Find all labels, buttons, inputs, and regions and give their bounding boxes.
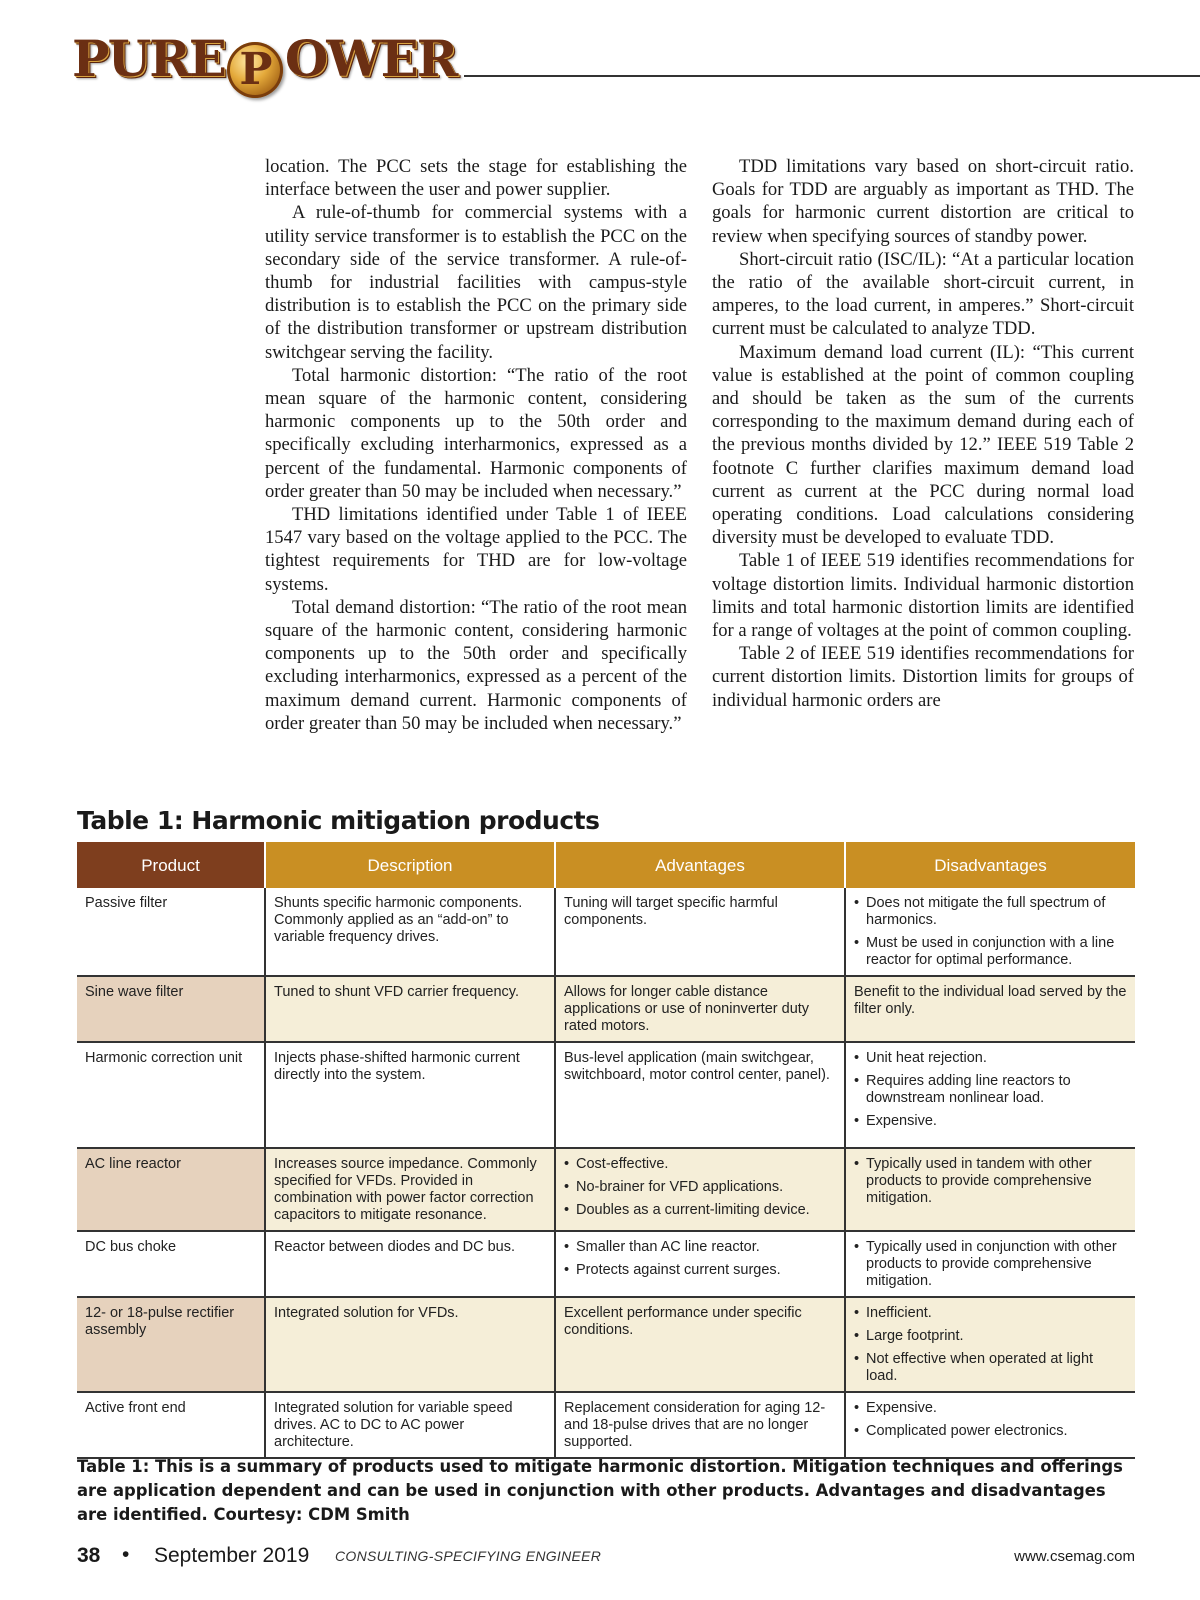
disadvantages-cell (845, 1231, 1135, 1297)
table-row (77, 1392, 1135, 1458)
list-item: • Requires adding line reactors to downstream nonlinear load. (854, 1073, 1127, 1107)
list-item: • Smaller than AC line reactor. (564, 1239, 836, 1256)
product-cell: Active front end (77, 1392, 265, 1458)
paragraph: Short-circuit ratio (ISC/IL): “At a particular location the ratio of the available short-circuit current, in amperes, to the load current, in amperes.” Short-circuit current must be calculated to analyze TDD. (712, 248, 1134, 340)
list-item: • Must be used in conjunction with a line reactor for optimal performance. (854, 935, 1127, 969)
paragraph: Table 1 of IEEE 519 identifies recommendations for voltage distortion limits. Individual harmonic distortion limits and total harmonic distortion limits are identified for a range of voltages at the point of common coupling. (712, 550, 1134, 642)
footer-separator: • (122, 1543, 130, 1566)
description-cell: Integrated solution for variable speed drives. AC to DC to AC power architecture. (265, 1392, 555, 1458)
magazine-name: CONSULTING-SPECIFYING ENGINEER (335, 1548, 602, 1564)
table-row (77, 888, 1135, 976)
product-cell: Harmonic correction unit (77, 1042, 265, 1148)
advantages-cell (555, 1148, 845, 1231)
description-cell: Increases source impedance. Commonly specified for VFDs. Provided in combination with power factor correction capacitors to mitigate resonance. (265, 1148, 555, 1231)
column-header-description: Description (265, 842, 555, 888)
disadvantages-cell (845, 1392, 1135, 1458)
disadvantages-cell (845, 1148, 1135, 1231)
page-footer (77, 1544, 1135, 1572)
description-cell: Tuned to shunt VFD carrier frequency. (265, 976, 555, 1042)
table-row (77, 1297, 1135, 1392)
advantages-cell-text: Bus-level application (main switchgear, switchboard, motor control center, panel). (564, 1050, 830, 1083)
description-cell: Shunts specific harmonic components. Commonly applied as an “add-on” to variable frequency drives. (265, 888, 555, 976)
paragraph: location. The PCC sets the stage for establishing the interface between the user and power supplier. (265, 156, 687, 201)
list-item: • Not effective when operated at light load. (854, 1351, 1127, 1385)
paragraph: Table 2 of IEEE 519 identifies recommendations for current distortion limits. Distortion limits for groups of individual harmonic orders are (712, 643, 1134, 711)
header-rule (464, 75, 1200, 77)
disadvantages-cell (845, 888, 1135, 976)
advantages-cell-text: Excellent performance under specific conditions. (564, 1305, 802, 1338)
page-header (72, 22, 1140, 95)
paragraph: TDD limitations vary based on short-circuit ratio. Goals for TDD are arguably as important as THD. The goals for harmonic current distortion are critical to review when specifying sources of standby power. (712, 156, 1134, 247)
table-row (77, 1148, 1135, 1231)
issue-date: September 2019 (154, 1544, 310, 1567)
table-body (77, 888, 1135, 1458)
list-item: • Does not mitigate the full spectrum of harmonics. (854, 895, 1127, 929)
left-column (265, 155, 687, 735)
table-caption: Table 1: This is a summary of products used to mitigate harmonic distortion. Mitigation techniques and offerings are application dependent and can be used in conjunction with other products. Advantages and disadvantages are identified. Courtesy: CDM Smith (77, 1457, 1123, 1524)
list-item: • Doubles as a current-limiting device. (564, 1202, 836, 1219)
website-link[interactable]: www.csemag.com (1014, 1548, 1135, 1565)
paragraph: A rule-of-thumb for commercial systems with a utility service transformer is to establish the PCC on the secondary side of the service transformer. A rule-of-thumb for industrial facilities with campus-style distribution is to establish the PCC on the primary side of the distribution transformer or upstream distribution switchgear serving the facility. (265, 202, 687, 363)
column-header-disadvantages: Disadvantages (845, 842, 1135, 888)
list-item: • Inefficient. (854, 1305, 1127, 1322)
description-cell: Reactor between diodes and DC bus. (265, 1231, 555, 1297)
right-column (712, 155, 1134, 712)
list-item: • Typically used in tandem with other products to provide comprehensive mitigation. (854, 1156, 1127, 1207)
page-number: 38 (77, 1544, 101, 1567)
list-item: • No-brainer for VFD applications. (564, 1179, 836, 1196)
advantages-cell (555, 1392, 845, 1458)
table-row (77, 976, 1135, 1042)
advantages-cell (555, 888, 845, 976)
advantages-cell (555, 976, 845, 1042)
column-header-advantages: Advantages (555, 842, 845, 888)
list-item: • Unit heat rejection. (854, 1050, 1127, 1067)
list-item: • Expensive. (854, 1113, 1127, 1130)
disadvantages-cell-list (854, 895, 1127, 969)
list-item: • Typically used in conjunction with other products to provide comprehensive mitigation. (854, 1239, 1127, 1290)
disadvantages-cell-list (854, 1400, 1127, 1440)
advantages-cell-list (564, 1156, 836, 1219)
product-cell: DC bus choke (77, 1231, 265, 1297)
list-item: • Large footprint. (854, 1328, 1127, 1345)
harmonic-mitigation-table (77, 842, 1135, 1459)
list-item: • Expensive. (854, 1400, 1127, 1417)
list-item: • Protects against current surges. (564, 1262, 836, 1279)
product-cell: Sine wave filter (77, 976, 265, 1042)
disadvantages-cell-list (854, 1050, 1127, 1130)
advantages-cell (555, 1297, 845, 1392)
logo-text-right: OWER (284, 29, 457, 88)
description-cell: Integrated solution for VFDs. (265, 1297, 555, 1392)
paragraph: Maximum demand load current (IL): “This current value is established at the point of common coupling and should be taken as the sum of the currents corresponding to the maximum demand during each of the previous months divided by 12.” IEEE 519 Table 2 footnote C further clarifies maximum demand load current as current at the PCC during normal load operating conditions. Load calculations considering diversity must be developed to evaluate TDD. (712, 341, 1134, 549)
advantages-cell-text: Tuning will target specific harmful components. (564, 895, 778, 928)
product-cell: AC line reactor (77, 1148, 265, 1231)
advantages-cell-text: Allows for longer cable distance applications or use of noninverter duty rated motors. (564, 984, 810, 1034)
table-header-row (77, 842, 1135, 888)
list-item: • Cost-effective. (564, 1156, 836, 1173)
advantages-cell (555, 1042, 845, 1148)
paragraph: THD limitations identified under Table 1 of IEEE 1547 vary based on the voltage applied to the PCC. The tightest requirements for THD are for low-voltage systems. (265, 504, 687, 595)
disadvantages-cell (845, 1042, 1135, 1148)
disadvantages-cell (845, 976, 1135, 1042)
logo-p-emblem: P (227, 42, 283, 98)
disadvantages-cell-list (854, 1156, 1127, 1207)
table-row (77, 1231, 1135, 1297)
disadvantages-cell-list (854, 1239, 1127, 1290)
pure-power-logo (72, 29, 457, 98)
column-header-product: Product (77, 842, 265, 888)
table-row (77, 1042, 1135, 1148)
advantages-cell (555, 1231, 845, 1297)
disadvantages-cell-list (854, 1305, 1127, 1385)
disadvantages-cell (845, 1297, 1135, 1392)
product-cell: Passive filter (77, 888, 265, 976)
table-title: Table 1: Harmonic mitigation products (77, 806, 600, 835)
paragraph: Total demand distortion: “The ratio of the root mean square of the harmonic content, considering harmonic components up to the 50th order and specifically excluding interharmonics, expressed as a percent of the maximum demand current. Harmonic components of order greater than 50 may be included when necessary.” (265, 596, 687, 734)
paragraph: Total harmonic distortion: “The ratio of the root mean square of the harmonic content, considering harmonic components up to the 50th order and specifically excluding interharmonics, expressed as a percent of the fundamental. Harmonic components of order greater than 50 may be included when necessary.” (265, 364, 687, 502)
advantages-cell-list (564, 1239, 836, 1279)
advantages-cell-text: Replacement consideration for aging 12- and 18-pulse drives that are no longer supported. (564, 1400, 826, 1450)
product-cell: 12- or 18-pulse rectifier assembly (77, 1297, 265, 1392)
description-cell: Injects phase-shifted harmonic current directly into the system. (265, 1042, 555, 1148)
disadvantages-cell-text: Benefit to the individual load served by the filter only. (854, 984, 1127, 1017)
logo-text-left: PURE (72, 29, 225, 88)
list-item: • Complicated power electronics. (854, 1423, 1127, 1440)
